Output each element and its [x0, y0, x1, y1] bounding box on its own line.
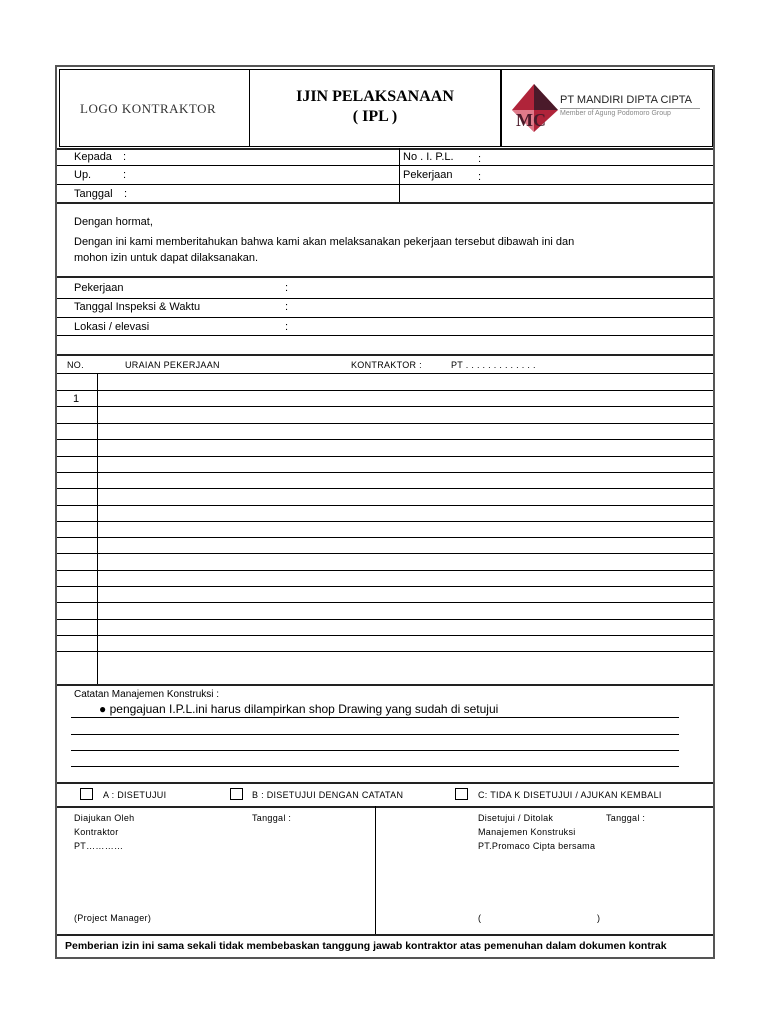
table-row-line [57, 439, 713, 440]
letter-body-1: Dengan ini kami memberitahukan bahwa kami akan melaksanakan pekerjaan tersebut dibawah ini dan [74, 236, 575, 248]
option-a-label: A : DISETUJUI [103, 790, 167, 800]
table-header-pt: PT . . . . . . . . . . . . . [451, 360, 536, 370]
bullet-icon: ● [99, 702, 110, 716]
disetujui-label: Disetujui / Ditolak [478, 813, 554, 823]
table-row-1-no: 1 [73, 393, 80, 405]
company-box [501, 69, 713, 147]
logo-kontraktor-box [59, 69, 250, 147]
greeting-text: Dengan hormat, [74, 216, 153, 228]
form-title: IJIN PELAKSANAAN [296, 88, 454, 105]
table-row-line [57, 488, 713, 489]
table-row-line [57, 537, 713, 538]
company-subtitle: Member of Agung Podomoro Group [560, 110, 671, 117]
tanggal-right-label: Tanggal : [606, 813, 646, 823]
table-row-line [57, 472, 713, 473]
table-header-kontraktor: KONTRAKTOR : [351, 360, 422, 370]
option-a-checkbox[interactable] [80, 788, 93, 800]
up-label: Up. [74, 169, 92, 181]
mc-logo-icon [508, 80, 564, 136]
no-ipl-label: No . I. P.L. [403, 151, 454, 163]
table-row-line [57, 602, 713, 603]
kepada-label: Kepada [74, 151, 112, 163]
table-header-uraian: URAIAN PEKERJAAN [125, 360, 220, 370]
form-subtitle: ( IPL ) [352, 108, 398, 125]
pt-left-label: PT………… [74, 841, 124, 851]
tanggal-left-label: Tanggal : [252, 813, 292, 823]
table-row-line [57, 521, 713, 522]
table-row-line [57, 406, 713, 407]
pekerjaan-info-label: Pekerjaan [403, 169, 453, 181]
diajukan-oleh-label: Diajukan Oleh [74, 813, 135, 823]
catatan-note [99, 702, 498, 717]
table-row-line [57, 586, 713, 587]
ipl-form: LOGO KONTRAKTOR IJIN PELAKSANAAN ( IPL ) MC PT MANDIRI DIPTA CIPTA Member of Agung Podomoro Group Kepada : Up. : Tanggal : No . I. P.L. : Pekerjaan : Dengan hormat, Dengan ini kami memberitahukan bahwa kami akan melaksanakan pekerjaan tersebut dibawah ini dan mohon izin untuk dapat dilaksanakan. Pekerjaan : Tanggal Inspeksi & Waktu : Lokasi / elevasi : NO. URAIAN PEKERJAAN KONTRAKTOR : PT . . . . . . . . . . . . . 1 Catatan Manajemen Konstruksi : ● pengajuan I.P.L.ini harus dilampirkan shop Drawing yang sudah di setujui A : DISETUJUI B : DISETUJUI DENGAN CATATAN C: TIDA K DISETUJUI / AJUKAN KEMBALI Diajukan Oleh Tanggal : Kontraktor PT………… (Project Manager) Disetujui / Ditolak Tanggal : Manajemen Konstruksi PT.Promaco Cipta bersama ( ) Pemberian izin ini sama sekali tidak membebaskan tanggung jawab kontraktor atas pemenuhan dalam dokumen kontrak [55, 65, 715, 959]
catatan-note-text: pengajuan I.P.L.ini harus dilampirkan shop Drawing yang sudah di setujui [109, 702, 499, 716]
table-row-line [57, 619, 713, 620]
letter-body-2: mohon izin untuk dapat dilaksanakan. [74, 252, 259, 264]
paren-close: ) [597, 913, 601, 923]
detail-pekerjaan-label: Pekerjaan [74, 282, 124, 294]
table-row-line [57, 373, 713, 374]
kontraktor-label: Kontraktor [74, 827, 119, 837]
paren-open: ( [478, 913, 482, 923]
option-c-checkbox[interactable] [455, 788, 468, 800]
footer-disclaimer: Pemberian izin ini sama sekali tidak membebaskan tanggung jawab kontraktor atas pemenuhan dalam dokumen kontrak [65, 940, 667, 952]
table-row-line [57, 423, 713, 424]
detail-lokasi-label: Lokasi / elevasi [74, 321, 150, 333]
logo-kontraktor-label: LOGO KONTRAKTOR [80, 101, 217, 116]
table-row-line [57, 390, 713, 391]
option-b-checkbox[interactable] [230, 788, 243, 800]
table-row-line [57, 635, 713, 636]
tanggal-label: Tanggal [74, 188, 113, 200]
pt-right-label: PT.Promaco Cipta bersama [478, 841, 596, 851]
table-row-line [57, 505, 713, 506]
table-header-no: NO. [67, 360, 84, 370]
table-row-line [57, 651, 713, 652]
table-row-line [57, 456, 713, 457]
company-name: PT MANDIRI DIPTA CIPTA [560, 94, 693, 106]
project-manager-label: (Project Manager) [74, 913, 152, 923]
option-c-label: C: TIDA K DISETUJUI / AJUKAN KEMBALI [478, 790, 662, 800]
logo-letters: MC [516, 110, 546, 130]
table-row-line [57, 570, 713, 571]
title-box [249, 69, 501, 147]
option-b-label: B : DISETUJUI DENGAN CATATAN [252, 790, 404, 800]
detail-tanggal-inspeksi-label: Tanggal Inspeksi & Waktu [74, 301, 201, 313]
catatan-label: Catatan Manajemen Konstruksi : [74, 689, 220, 700]
manajemen-label: Manajemen Konstruksi [478, 827, 576, 837]
table-row-line [57, 553, 713, 554]
